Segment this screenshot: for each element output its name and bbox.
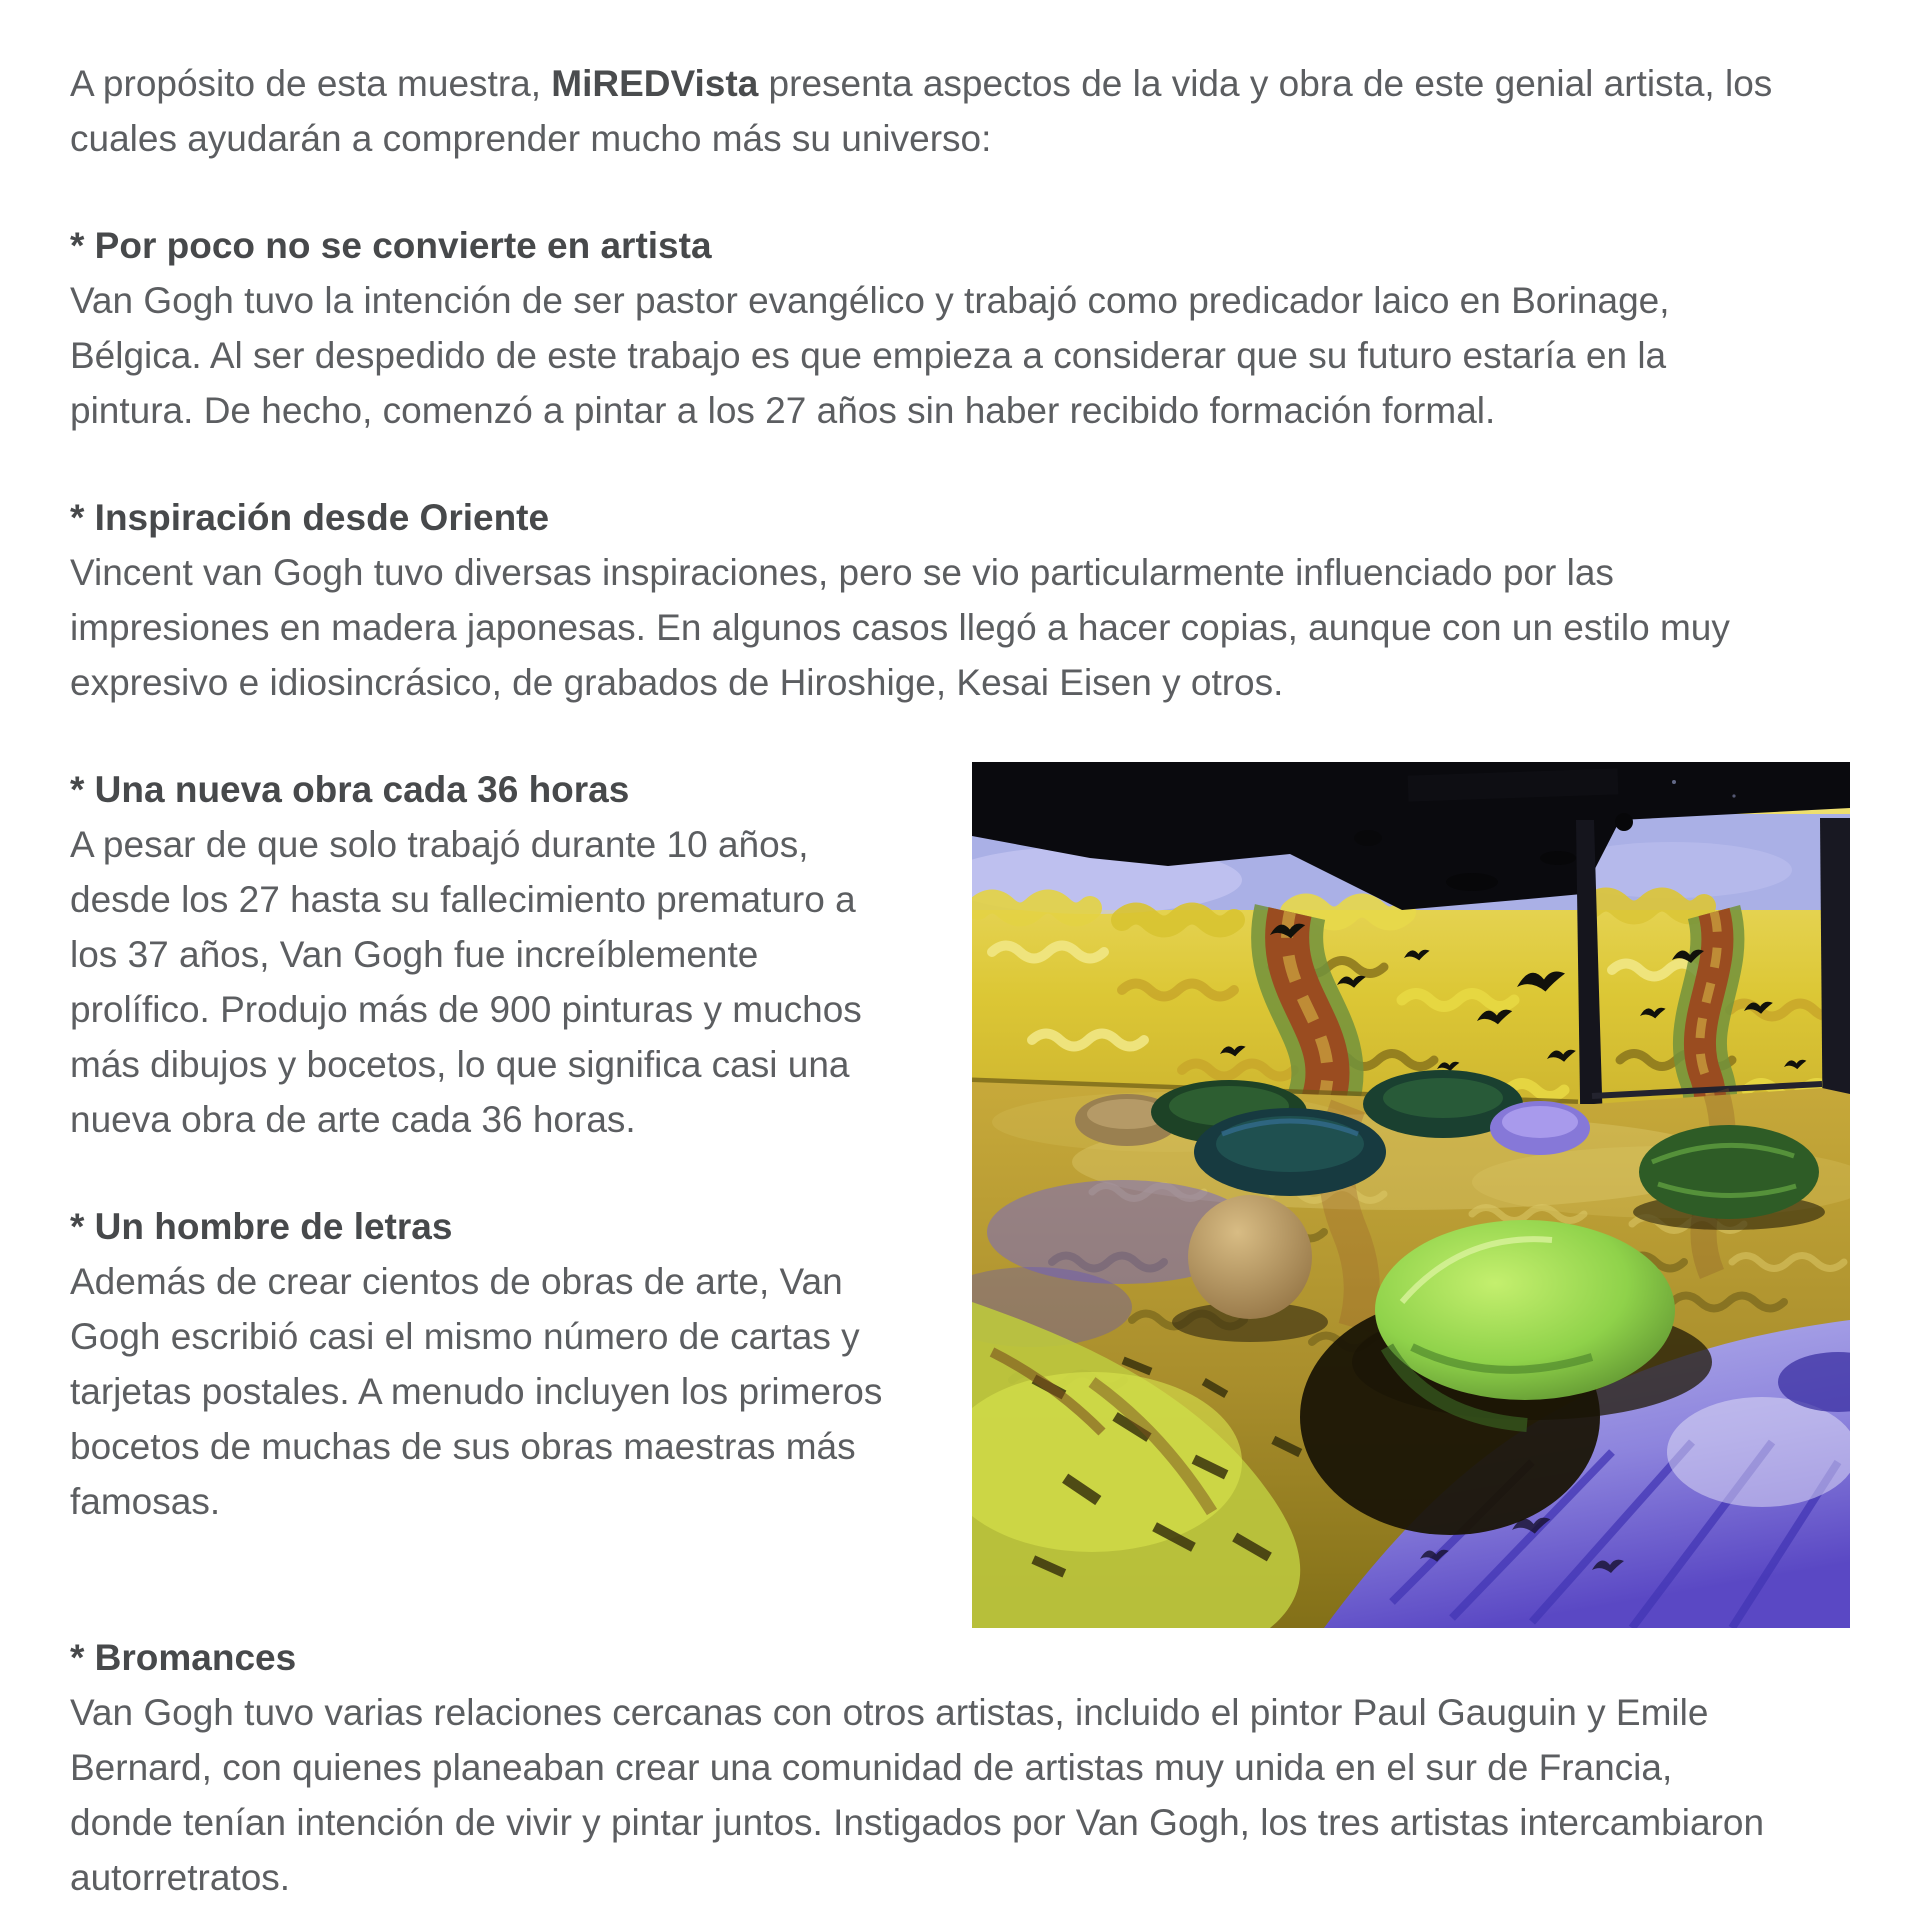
- text-and-photo-row: [70, 762, 1850, 1628]
- section-oriente: [70, 490, 1850, 710]
- brand-name: MiREDVista: [551, 63, 759, 104]
- section-heading: * Una nueva obra cada 36 horas: [70, 769, 630, 810]
- section-obra-36-horas: [70, 762, 902, 1147]
- section-paragraph: Van Gogh tuvo varias relaciones cercanas con otros artistas, incluido el pintor Paul Gauguin y Emile Bernard, con quienes planeaban crear una comunidad de artistas muy unida en el sur de Francia, donde tenían intención de vivir y pintar juntos. Instigados por Van Gogh, los tres artistas intercambiaron autorretratos.: [70, 1692, 1765, 1898]
- section-heading: * Bromances: [70, 1637, 297, 1678]
- section-paragraph: Además de crear cientos de obras de arte, Van Gogh escribió casi el mismo número de cartas y tarjetas postales. A menudo incluyen los primeros bocetos de muchas de sus obras maestras más famosas.: [70, 1261, 883, 1522]
- section-pastor: [70, 218, 1850, 438]
- section-heading: * Inspiración desde Oriente: [70, 497, 550, 538]
- section-heading: * Un hombre de letras: [70, 1206, 453, 1247]
- section-heading: * Por poco no se convierte en artista: [70, 225, 712, 266]
- intro-paragraph: [70, 56, 1780, 166]
- text-column: [70, 762, 902, 1529]
- section-paragraph: Van Gogh tuvo la intención de ser pastor evangélico y trabajó como predicador laico en Borinage, Bélgica. Al ser despedido de este trabajo es que empieza a considerar que su futuro estaría en la pintura. De hecho, comenzó a pintar a los 27 años sin haber recibido formación formal.: [70, 280, 1670, 431]
- section-bromances: [70, 1630, 1850, 1905]
- intro-text-post: presenta aspectos de la vida y obra de este genial artista, los cuales ayudarán a comprender mucho más su universo:: [70, 63, 1773, 159]
- intro-text-pre: A propósito de esta muestra,: [70, 63, 552, 104]
- exhibition-photo: [972, 762, 1850, 1628]
- section-hombre-de-letras: [70, 1199, 902, 1529]
- section-paragraph: Vincent van Gogh tuvo diversas inspiraciones, pero se vio particularmente influenciado por las impresiones en madera japonesas. En algunos casos llegó a hacer copias, aunque con un estilo muy expresivo e idiosincrásico, de grabados de Hiroshige, Kesai Eisen y otros.: [70, 552, 1730, 703]
- section-paragraph: A pesar de que solo trabajó durante 10 años, desde los 27 hasta su fallecimiento prematuro a los 37 años, Van Gogh fue increíblemente prolífico. Produjo más de 900 pinturas y muchos más dibujos y bocetos, lo que significa casi una nueva obra de arte cada 36 horas.: [70, 824, 862, 1140]
